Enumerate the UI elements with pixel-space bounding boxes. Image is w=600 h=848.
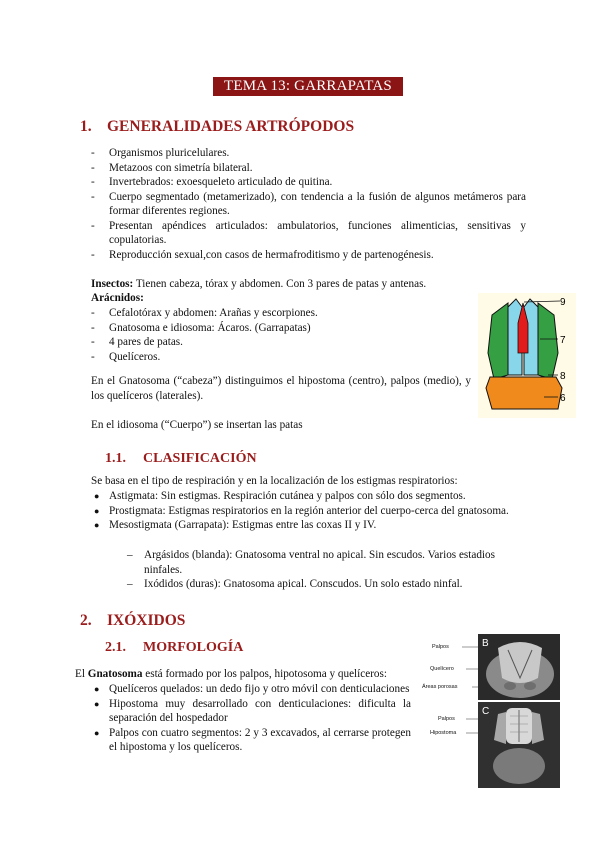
list-item: ● Prostigmata: Estigmas respiratorios en la región anterior del cuerpo-cerca del gnatosoma. — [94, 504, 509, 517]
list-item: ● Hipostoma muy desarrollado con denticulaciones: dificulta la separación del hospedador — [94, 697, 411, 724]
section-1-1-number: 1.1. — [105, 451, 126, 466]
list-item: - Cefalotórax y abdomen: Arañas y escorpiones. — [91, 307, 318, 319]
list-item: ● Astigmata: Sin estigmas. Respiración cutánea y palpos con sólo dos segmentos. — [94, 490, 466, 502]
page-title: TEMA 13: GARRAPATAS — [213, 77, 403, 96]
diagram-label: 8 — [560, 371, 566, 382]
list-item: - Presentan apéndices articulados: ambulatorios, funciones alimenticias, sensitivas y copulatorias. — [91, 219, 526, 246]
sem-photo-b — [478, 634, 560, 700]
section-2-1-number: 2.1. — [105, 640, 126, 655]
diagram-label: 7 — [560, 335, 566, 346]
photo-letter-b: B — [482, 638, 489, 649]
mesostigmata-sublist — [127, 548, 527, 592]
list-item: - Invertebrados: exoesqueleto articulado de quitina. — [91, 176, 333, 188]
morfologia-intro: El Gnatosoma está formado por los palpos, hipotosoma y quelíceros: — [75, 668, 387, 680]
list-item: - 4 pares de patas. — [91, 336, 183, 348]
gnatosoma-diagram — [478, 293, 576, 418]
insectos-text: Tienen cabeza, tórax y abdomen. Con 3 pares de patas y antenas. — [133, 278, 427, 290]
photo-label: Hipostoma — [430, 730, 457, 736]
photo-label-lines — [442, 640, 478, 740]
list-item: - Quelíceros. — [91, 350, 161, 363]
list-item: ● Quelíceros quelados: un dedo fijo y otro móvil con denticulaciones — [94, 683, 410, 695]
morfologia-list — [91, 682, 411, 755]
photo-label: Palpos — [438, 716, 455, 722]
section-1-heading: GENERALIDADES ARTRÓPODOS — [107, 118, 355, 135]
aracnidos-list — [91, 306, 451, 364]
photo-label: Palpos — [432, 644, 449, 650]
insectos-label: Insectos: — [91, 278, 134, 290]
section-2-1-heading: MORFOLOGÍA — [143, 640, 244, 655]
artropodos-list — [91, 146, 526, 262]
section-1-1-heading: CLASIFICACIÓN — [143, 451, 257, 466]
insectos-line — [91, 277, 471, 292]
section-2-heading: IXÓXIDOS — [107, 612, 186, 629]
list-item: – Ixódidos (duras): Gnatosoma apical. Conscudos. Un solo estado ninfal. — [127, 578, 463, 590]
sem-photo-c — [478, 702, 560, 788]
list-item: ● Mesostigmata (Garrapata): Estigmas entre las coxas II y IV. — [94, 519, 377, 531]
gnatosoma-paragraph: En el Gnatosoma (“cabeza”) distinguimos el hipostoma (centro), palpos (medio), y los quelíceros (laterales). — [91, 375, 471, 402]
photo-label: Quelícero — [430, 666, 454, 672]
list-item: - Organismos pluricelulares. — [91, 147, 230, 159]
section-2-number: 2. — [80, 612, 92, 629]
clasificacion-list — [91, 489, 527, 533]
list-item: - Metazoos con simetría bilateral. — [91, 161, 253, 174]
section-1-number: 1. — [80, 118, 92, 135]
list-item: – Argásidos (blanda): Gnatosoma ventral no apical. Sin escudos. Varios estadios ninfales. — [127, 549, 495, 576]
list-item: - Gnatosoma e idiosoma: Ácaros. (Garrapatas) — [91, 321, 311, 334]
photo-label: Áreas porosas — [422, 684, 458, 690]
list-item: - Reproducción sexual,con casos de hermafroditismo y de partenogénesis. — [91, 248, 434, 261]
list-item: ● Palpos con cuatro segmentos: 2 y 3 excavados, al cerrarse protegen el hipostoma y los quelíceros. — [94, 726, 411, 753]
idiosoma-paragraph: En el idiosoma (“Cuerpo”) se insertan las patas — [91, 419, 303, 431]
diagram-label: 9 — [560, 297, 566, 308]
diagram-label: 6 — [560, 393, 566, 404]
list-item: - Cuerpo segmentado (metamerizado), con tendencia a la fusión de algunos metámeros para formar diferentes regiones. — [91, 190, 526, 217]
photo-letter-c: C — [482, 706, 490, 717]
clasificacion-intro: Se basa en el tipo de respiración y en la localización de los estigmas respiratorios: — [91, 475, 458, 487]
aracnidos-label: Arácnidos: — [91, 292, 144, 304]
